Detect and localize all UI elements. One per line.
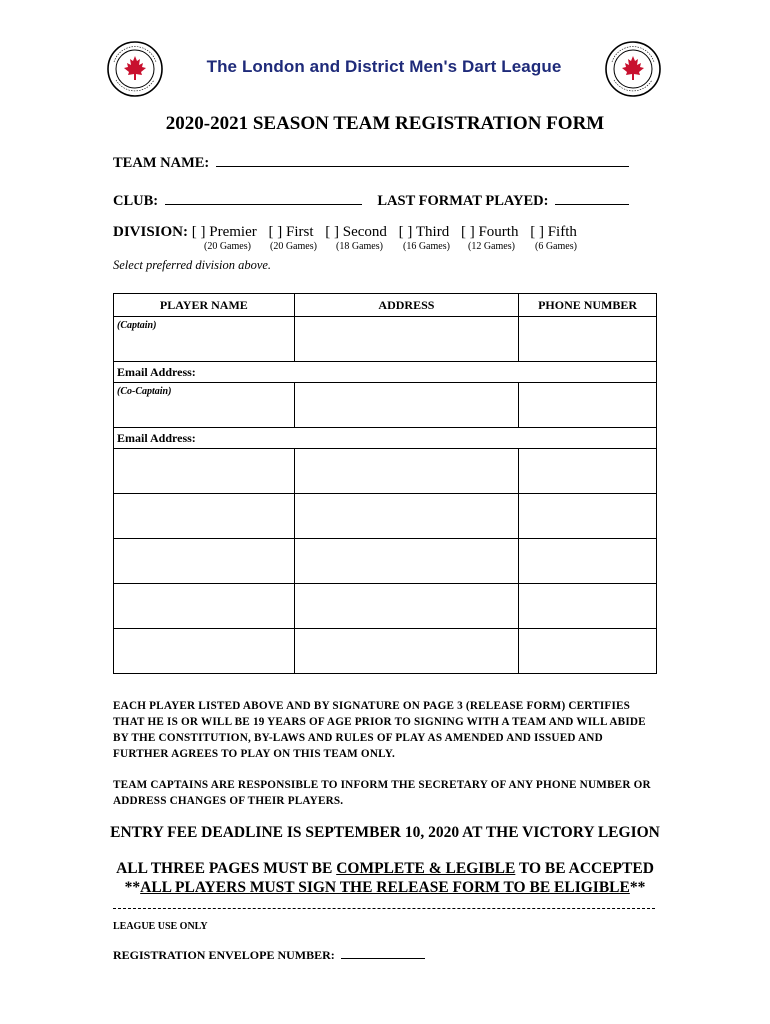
envelope-number-label: REGISTRATION ENVELOPE NUMBER: xyxy=(113,948,335,962)
captain-phone-cell[interactable] xyxy=(519,317,657,362)
player-name-cell[interactable] xyxy=(114,629,295,674)
club-row xyxy=(113,190,629,210)
player-phone-cell[interactable] xyxy=(519,584,657,629)
player-address-cell[interactable] xyxy=(294,629,519,674)
pages-notice xyxy=(0,860,770,878)
division-option-premier[interactable]: [ ] Premier xyxy=(191,224,257,240)
captain-address-cell[interactable] xyxy=(294,317,519,362)
co-captain-note: (Co-Captain) xyxy=(117,386,172,397)
division-option-fourth[interactable]: [ ] Fourth xyxy=(460,224,519,240)
pages-notice-post: TO BE ACCEPTED xyxy=(515,860,654,877)
release-notice-post: ** xyxy=(629,879,646,896)
header-address: ADDRESS xyxy=(294,294,519,317)
player-name-cell[interactable] xyxy=(114,494,295,539)
team-name-row xyxy=(113,152,629,172)
table-row xyxy=(114,629,657,674)
captain-row xyxy=(114,317,657,362)
league-use-divider xyxy=(113,908,655,909)
player-phone-cell[interactable] xyxy=(519,449,657,494)
division-option-second[interactable]: [ ] Second xyxy=(325,224,387,240)
pages-notice-pre: ALL THREE PAGES MUST BE xyxy=(116,860,337,877)
team-name-label: TEAM NAME: xyxy=(113,155,210,171)
league-title: The London and District Men's Dart League xyxy=(206,57,562,76)
captain-notice-text: TEAM CAPTAINS ARE RESPONSIBLE TO INFORM THE SECRETARY OF ANY PHONE NUMBER OR ADDRESS CHANGES OF THEIR PLAYERS. xyxy=(113,779,651,807)
last-format-field[interactable] xyxy=(555,190,629,205)
co-captain-email-row xyxy=(114,428,657,449)
games-first: (20 Games) xyxy=(270,241,317,252)
league-header xyxy=(106,40,662,102)
club-field[interactable] xyxy=(165,190,362,205)
league-logo-right xyxy=(604,40,662,98)
captain-note: (Captain) xyxy=(117,320,157,331)
header-phone-number: PHONE NUMBER xyxy=(519,294,657,317)
co-captain-address-cell[interactable] xyxy=(294,383,519,428)
last-format-label: LAST FORMAT PLAYED: xyxy=(377,193,549,209)
captain-name-cell[interactable] xyxy=(114,317,295,362)
league-logo-left xyxy=(106,40,164,98)
games-third: (16 Games) xyxy=(403,241,450,252)
certification-text: EACH PLAYER LISTED ABOVE AND BY SIGNATURE ON PAGE 3 (RELEASE FORM) CERTIFIES THAT HE IS OR WILL BE 19 YEARS OF AGE PRIOR TO SIGNING WITH A TEAM AND WILL ABIDE BY THE CONSTITUTION, BY-LAWS AND RULES OF PLAY AS AMENDED AND ISSUED AND FURTHER AGREES TO PLAY ON THIS TEAM ONLY. xyxy=(113,700,646,760)
player-address-cell[interactable] xyxy=(294,494,519,539)
form-title: 2020-2021 SEASON TEAM REGISTRATION FORM xyxy=(165,113,605,134)
games-fourth: (12 Games) xyxy=(468,241,515,252)
division-row xyxy=(113,224,585,241)
release-notice-pre: ** xyxy=(124,879,141,896)
games-second: (18 Games) xyxy=(336,241,383,252)
envelope-number-row xyxy=(113,946,425,963)
header-player-name: PLAYER NAME xyxy=(114,294,295,317)
division-option-fifth[interactable]: [ ] Fifth xyxy=(530,224,577,240)
co-captain-email-cell[interactable]: Email Address: xyxy=(114,428,657,449)
games-fifth: (6 Games) xyxy=(535,241,577,252)
table-header-row xyxy=(114,294,657,317)
league-use-only-label: LEAGUE USE ONLY xyxy=(113,921,208,932)
player-phone-cell[interactable] xyxy=(519,539,657,584)
players-table xyxy=(113,293,657,674)
player-phone-cell[interactable] xyxy=(519,494,657,539)
player-address-cell[interactable] xyxy=(294,539,519,584)
captain-email-row xyxy=(114,362,657,383)
co-captain-phone-cell[interactable] xyxy=(519,383,657,428)
envelope-number-field[interactable] xyxy=(341,946,425,959)
player-name-cell[interactable] xyxy=(114,584,295,629)
captain-email-cell[interactable]: Email Address: xyxy=(114,362,657,383)
division-option-third[interactable]: [ ] Third xyxy=(398,224,450,240)
division-hint: Select preferred division above. xyxy=(113,258,272,272)
entry-fee-deadline: ENTRY FEE DEADLINE IS SEPTEMBER 10, 2020 AT THE VICTORY LEGION xyxy=(110,824,660,841)
release-notice xyxy=(0,879,770,897)
team-name-field[interactable] xyxy=(216,152,629,167)
player-address-cell[interactable] xyxy=(294,449,519,494)
division-option-first[interactable]: [ ] First xyxy=(268,224,314,240)
player-name-cell[interactable] xyxy=(114,539,295,584)
club-label: CLUB: xyxy=(113,193,159,209)
player-phone-cell[interactable] xyxy=(519,629,657,674)
release-notice-underlined: ALL PLAYERS MUST SIGN THE RELEASE FORM TO BE ELIGIBLE xyxy=(140,879,630,896)
co-captain-row xyxy=(114,383,657,428)
co-captain-name-cell[interactable] xyxy=(114,383,295,428)
table-row xyxy=(114,539,657,584)
player-name-cell[interactable] xyxy=(114,449,295,494)
pages-notice-underlined: COMPLETE & LEGIBLE xyxy=(336,860,516,877)
games-premier: (20 Games) xyxy=(204,241,251,252)
table-row xyxy=(114,494,657,539)
table-row xyxy=(114,449,657,494)
player-address-cell[interactable] xyxy=(294,584,519,629)
table-row xyxy=(114,584,657,629)
division-label: DIVISION: xyxy=(113,224,189,240)
